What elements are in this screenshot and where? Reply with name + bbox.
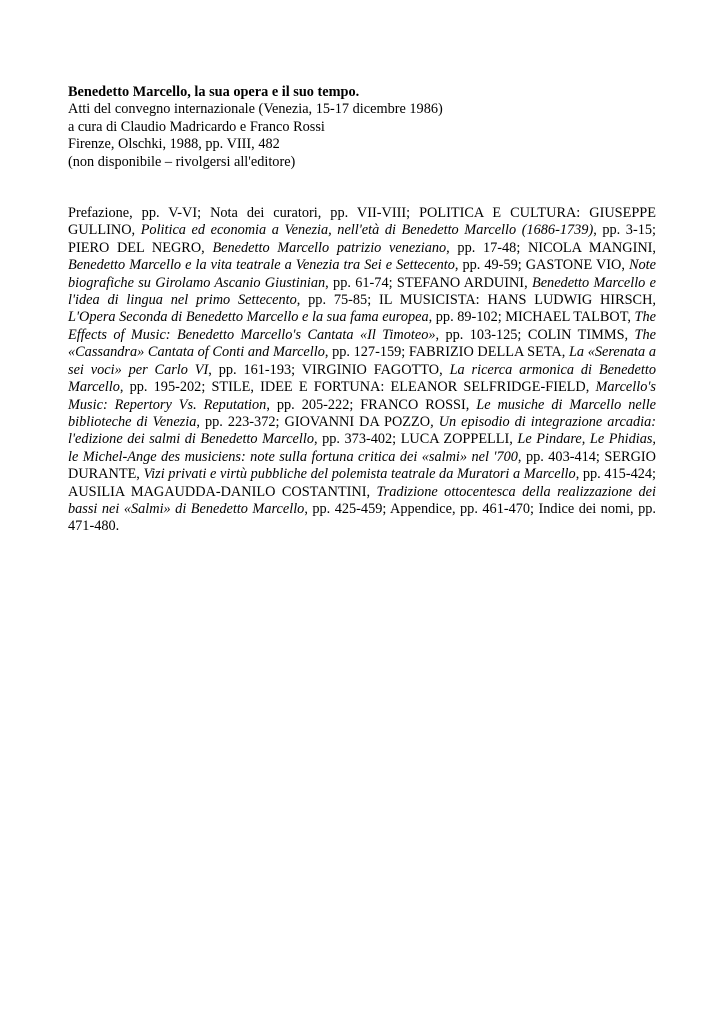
book-title: Benedetto Marcello, la sua opera e il suo tempo. [68, 84, 360, 100]
contribution-title: The Effects of Music: Benedetto Marcello's Cantata «Il Timoteo» [68, 309, 656, 343]
contribution-title: , Le Pindare, Le Phidias, le Michel-Ange des musiciens: note sulla fortuna critica dei «salmi» nel '700 [68, 431, 656, 465]
contents-text: , pp. 3-15; PIERO DEL NEGRO, [68, 222, 656, 256]
contents-text: Prefazione, pp. V-VI; Nota dei curatori, pp. VII-VIII; POLITICA E CULTURA: GIUSEPPE GULLINO, [68, 205, 656, 239]
contents-text: , pp. 61-74; STEFANO ARDUINI, [325, 274, 532, 291]
contents-text: , pp. 127-159; FABRIZIO DELLA SETA, [324, 344, 569, 361]
bibliographic-header [68, 84, 656, 171]
contents-text: , pp. 161-193; VIRGINIO FAGOTTO, [208, 361, 450, 378]
contribution-title: , Un episodio di integrazione arcadia: l'edizione dei salmi di Benedetto Marcello [68, 413, 656, 448]
contents-text: , pp. 49-59; GASTONE VIO, [454, 257, 629, 274]
contribution-title: Vizi privati e virtù pubbliche del polemista teatrale da Muratori a Marcello [143, 466, 576, 483]
contribution-title: Note biografiche su Girolamo Ascanio Giustinian [68, 257, 657, 291]
contribution-title: Tradizione ottocentesca della realizzazione dei bassi nei «Salmi» di Benedetto Marcello [68, 483, 656, 517]
table-of-contents [68, 205, 656, 536]
contribution-title: La ricerca armonica di Benedetto Marcello [68, 361, 657, 396]
contribution-title: Politica ed economia a Venezia, nell'età di Benedetto Marcello (1686-1739) [140, 222, 594, 239]
contents-text: , pp. 103-125; COLIN TIMMS [435, 326, 625, 343]
contribution-title: Benedetto Marcello e l'idea di lingua nel primo Settecento [68, 274, 656, 309]
contents-text: , pp. 425-459; Appendice, pp. 461-470; Indice dei nomi, pp. 471-480. [68, 500, 656, 535]
contribution-title: Marcello's Music: Repertory Vs. Reputation [68, 379, 656, 413]
contents-text: , pp. 195-202; STILE, IDEE E FORTUNA: ELEANOR SELFRIDGE-FIELD, [119, 379, 596, 396]
proceedings-line: Atti del convegno internazionale (Venezia, 15-17 dicembre 1986) [68, 101, 443, 118]
availability-note: (non disponibile – rivolgersi all'editore) [68, 153, 296, 170]
contribution-title: Benedetto Marcello patrizio veneziano [212, 239, 447, 256]
contribution-title: , L'Opera Seconda di Benedetto Marcello e la sua fama europea [68, 292, 656, 326]
contents-text: , pp. 205-222; FRANCO ROSSI [266, 396, 466, 413]
contribution-title: , The «Cassandra» Cantata of Conti and Marcello [68, 326, 656, 361]
publisher-line: Firenze, Olschki, 1988, pp. VIII, 482 [68, 136, 280, 153]
document-page [68, 84, 656, 536]
contents-text: , pp. 17-48; NICOLA MANGINI, [446, 239, 656, 256]
contribution-title: Benedetto Marcello e la vita teatrale a Venezia tra Sei e Settecento [68, 257, 455, 274]
contents-text: , pp. 415-424; AUSILIA MAGAUDDA-DANILO COSTANTINI, [68, 466, 657, 500]
contents-text: , pp. 403-414; SERGIO DURANTE, [68, 448, 656, 483]
contents-text: , pp. 223-372; GIOVANNI DA POZZO [196, 413, 431, 430]
contribution-title: , Le musiche di Marcello nelle biblioteche di Venezia [68, 396, 657, 430]
editors-line: a cura di Claudio Madricardo e Franco Rossi [68, 118, 325, 135]
contribution-title: La «Serenata a sei voci» per Carlo VI [68, 344, 656, 378]
contents-text: , pp. 373-402; LUCA ZOPPELLI [314, 431, 510, 448]
contents-text: , pp. 89-102; MICHAEL TALBOT, [428, 309, 635, 326]
contents-text: , pp. 75-85; IL MUSICISTA: HANS LUDWIG HIRSCH [296, 292, 653, 309]
